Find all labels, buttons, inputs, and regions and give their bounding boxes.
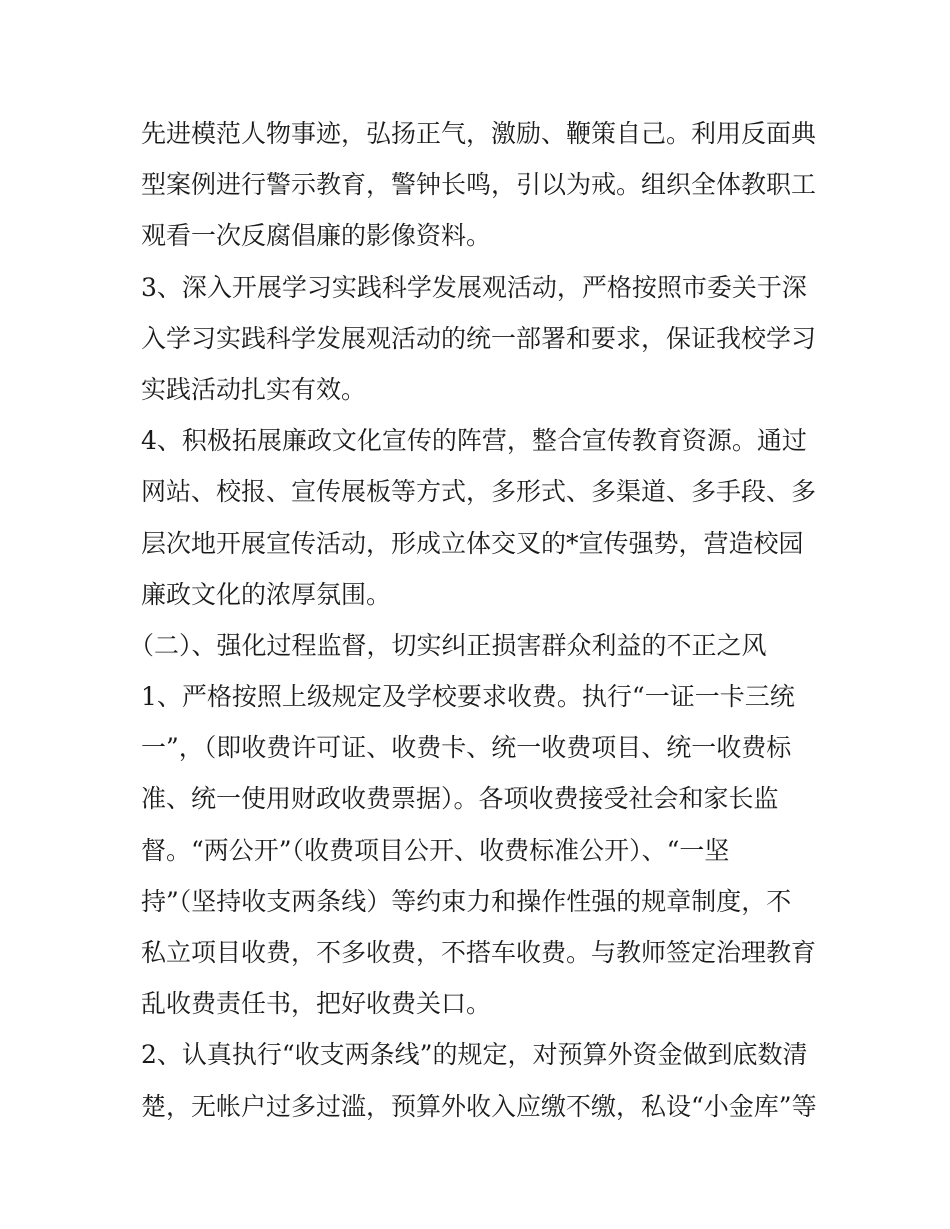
text-line: 入学习实践科学发展观活动的统一部署和要求，保证我校学习 — [141, 323, 817, 353]
section-heading: （二）、强化过程监督，切实纠正损害群众利益的不正之风 — [129, 630, 767, 660]
text-line: 楚，无帐户过多过滥，预算外收入应缴不缴，私设“小金库”等 — [141, 1091, 817, 1121]
text-line: 实践活动扎实有效。 — [141, 374, 367, 404]
text-line: 网站、校报、宣传展板等方式，多形式、多渠道、多手段、多 — [141, 477, 817, 507]
text-line: 准、统一使用财政收费票据）。各项收费接受社会和家长监 — [141, 784, 779, 814]
text-line: 4、积极拓展廉政文化宣传的阵营，整合宣传教育资源。通过 — [141, 426, 807, 456]
text-line: 观看一次反腐倡廉的影像资料。 — [141, 221, 492, 251]
text-line: 层次地开展宣传活动，形成立体交叉的*宣传强势，营造校园 — [141, 528, 804, 558]
text-line: 私立项目收费，不多收费，不搭车收费。与教师签定治理教育 — [141, 938, 817, 967]
text-line: 3、深入开展学习实践科学发展观活动，严格按照市委关于深 — [141, 272, 807, 302]
text-line: 先进模范人物事迹，弘扬正气，激励、鞭策自己。利用反面典 — [141, 119, 817, 148]
text-line: 一”，（即收费许可证、收费卡、统一收费项目、统一收费标 — [141, 733, 792, 763]
text-line: 持”（坚持收支两条线）等约束力和操作性强的规章制度，不 — [141, 886, 792, 916]
text-line: 型案例进行警示教育，警钟长鸣，引以为戒。组织全体教职工 — [141, 170, 817, 200]
text-line: 2、认真执行“收支两条线”的规定，对预算外资金做到底数清 — [141, 1040, 808, 1070]
text-line: 督。“两公开”（收费项目公开、收费标准公开）、“一坚 — [141, 835, 730, 865]
text-line: 廉政文化的浓厚氛围。 — [141, 579, 392, 609]
text-line: 乱收费责任书，把好收费关口。 — [141, 989, 492, 1019]
body-text — [129, 108, 821, 1132]
text-line: 1、严格按照上级规定及学校要求收费。执行“一证一卡三统 — [141, 682, 795, 712]
